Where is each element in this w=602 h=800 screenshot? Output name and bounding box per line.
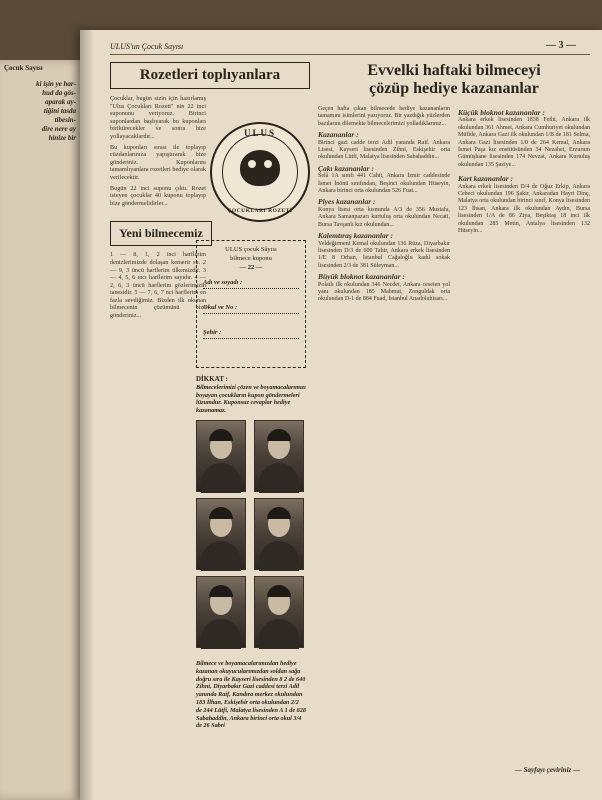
- page-number: — 3 —: [546, 40, 576, 51]
- rozet-headline: Rozetleri toplıyanlara: [110, 62, 310, 89]
- prev-line: hinize bir: [48, 134, 76, 142]
- right-column: [318, 62, 590, 98]
- previous-page: [0, 60, 86, 800]
- ulus-rozet-logo: [210, 122, 310, 222]
- winners-intro: Geçen hafta çıkan bilmecede hediye kazananların tamamını isimlerini yazıyoruz. Bir yazdığık yüzlerden bazılarını dilemekte bilmecelerimizi yolladıklarınız...: [318, 106, 450, 127]
- kazananlar-label: Kazananlar :: [318, 130, 359, 140]
- kalemtiras-label: Kalemtıraş kazananlar :: [318, 231, 394, 241]
- kalemtiras-text: Yeldeğirmeni Kemal okulundan 136 Rüza, Diyarbakır lisesinden D/3 de 600 Tahir, Ankara erkek lisesinden 1/E 8 Orhan, İstanbul Cağaloğlu kadıl sokak lisesinden 2/3 de 381 Süleyman...: [318, 240, 450, 269]
- kazananlar-text: Birinci gazi cadde terzi Adil yanında Raif. Ankara Lisesi, Kayseri lisesinden Zihni, Eskişehir orta okulundan Lütfi, Malatya lisesinden Sabahaddin...: [318, 139, 450, 161]
- winner-photo: [196, 498, 246, 570]
- mascot-icon: [240, 150, 280, 186]
- rozet-intro: Çocuklar, bugün sizin için hazırlamış "Ulus Çocukları Rozeti" nin 22 inci suponunu veriyoruz. Birinci suponlardan başlıyarak bu kuponları biriktirecekler ve sonra bize yollayacaklardır...: [110, 95, 206, 140]
- bilmece-coupon: [196, 240, 306, 368]
- coupon-subtitle: bilmece kuponu: [230, 255, 272, 262]
- rozet-paragraph-3: Bugün 22 inci suponu çıktı. Rozet isteyen çocuklar 40 kuponu toplayıp bize göndermelidirler...: [110, 184, 206, 207]
- prev-line: dire nere ay: [41, 125, 76, 133]
- kart-text: Ankara erkek lisesinden D/4 de Oğuz Erkip, Ankara Cebeci okulundan 196 Şakir, Ankaradan Hayri Dinç, Malatya orta okulundan birinci sınıf, Konya lisesinden 123 İhsan, Ankara ilk okulundan Aydın, Bursa lisesinden 1/A de 86 Ziya, Beşiktaş 18 inci ilk okulundan 285 Metin, Antalya lisesinden 132 Hüseyin...: [458, 183, 590, 235]
- yeni-bilmecemiz-title: Yeni bilmecemiz: [110, 221, 212, 246]
- dikkat-notice: [196, 376, 306, 415]
- winner-photo: [254, 420, 304, 492]
- yeni-bilmecemiz-text: 1 — 8, 1, 2 inci harflerim denizlerimizde dolaşan kemerir su. 2 — 9, 3 üncü harflerim ülkemizdir. 3 — 4, 5, 6 ıncı harflerim sayıdır. 4 — 2, 6, 3 üncü harflerim gözlerimizin tanesidir. 5 — 7, 6, 7 nci harflerim en fazla sevdiğimiz. Bizden ilk okunan bilmecenin çözümünü bize gönderiniz...: [110, 251, 206, 320]
- coupon-title: ULUS çocuk Sâyısı: [225, 246, 277, 253]
- logo-bottom-text: ÇOCUKLARI ROZETİ: [227, 208, 293, 214]
- photo-caption: Bilmece ve boyamacalarımızdan hediye kazanan okuyucularımızdan soldan sağa doğru sıra ile Kayseri lisesinden 8 2 de 640 Zihni, Diyarbakır Gazi caddesi terzi Adil yanında Raif, Kandıra merkez okulundan 183 İlhan, Eskişehir orta okulundan 2/2 de 244 Lütfi, Malatya lisesinden A 1 de 828 Sabahaddin, Ankara birinci orta okul 3/4 de 26 Sabri: [196, 660, 306, 730]
- winners-right-subcolumn: [458, 106, 590, 236]
- kucuk-bloknot-label: Küçük bloknot kazananlar :: [458, 108, 545, 117]
- winners-left-subcolumn: [318, 106, 450, 304]
- prev-line: tiğini tasda: [43, 107, 76, 115]
- prev-line: hud da gös-: [42, 89, 76, 97]
- caki-text: Selâ 1A sınıfı 441 Cahit, Ankara İzmir caddesinde İsmet İnönü sınıfından, Beşinci okulundan Hüseyin, Ankara birinci orta okulundan 526 Fuat...: [318, 173, 450, 195]
- winners-headline-2: çözüp hediye kazananlar: [369, 80, 539, 97]
- running-head: [110, 40, 590, 55]
- prev-line: aparak ay-: [45, 98, 76, 106]
- winner-photo: [254, 576, 304, 648]
- turn-page-note: — Sayfayı çeviriniz —: [514, 766, 580, 774]
- rozet-paragraph-2: Bu kuponları sırası ile toplayıp cüzdanlarınıza yapıştırarak bize gönderiniz. Kuponlarını tamamlıyanlara rozetleri hediye olarak verilecektir.: [110, 143, 206, 181]
- winner-photo: [254, 498, 304, 570]
- kucuk-bloknot-text: Ankara erkek lisesinden 1838 Fethi, Ankara ilk okulundan 361 Ahmet, Ankara Cumhuriyet okulundan Müfide, Ankara Gazi ilk okulundan 1/B de 181 Selma, Ankara Gazi lisesinden 1/0 de 264 Kemal, Ankara İsmet Paşa kız enstitüsünden 34 Nezahet, Erzurum Gümüşhane lisesinden 174 Nevzat, Ankara Kurtuluş okulundan 135 Şaziye...: [458, 117, 590, 168]
- piyes-label: Piyes kazananlar :: [318, 197, 376, 207]
- winner-photo: [196, 420, 246, 492]
- dikkat-text: Bilmecelerimizi çözen ve boyamacalarımızı boyayan çocukların kupon göndermeleri lüzumdur. Kuponsuz cevaplar hediye kazanamaz.: [196, 383, 306, 415]
- winner-photo: [196, 576, 246, 648]
- logo-top-text: ULUS: [243, 128, 276, 138]
- winner-photos: [196, 420, 306, 652]
- winners-headline-1: Evvelki haftaki bilmeceyi: [367, 62, 541, 79]
- buyuk-bloknot-label: Büyük bloknot kazananlar :: [318, 272, 405, 282]
- dikkat-title: DİKKAT :: [196, 375, 228, 383]
- kart-label: Kart kazananlar :: [458, 174, 514, 184]
- buyuk-bloknot-text: Polatlı ilk okulundan 346 Necdet, Ankara ceseten yol yanı okulundan 185 Mahmut, Zonguldak orta okulundan D-1 de 884 Fuad, İstanbul Anadoluhisarı...: [318, 281, 450, 303]
- caki-label: Çakı kazananlar :: [318, 163, 374, 173]
- running-head-title: ULUS'un Çocuk Sayısı: [110, 42, 184, 51]
- coupon-city-field: Şehir :: [203, 328, 299, 339]
- prev-page-header: Çocuk Sayısı: [4, 64, 43, 72]
- coupon-school-field: Okul ve No :: [203, 303, 299, 314]
- coupon-number: — 22 —: [239, 264, 263, 271]
- piyes-text: Konya lisesi orta kısmında A/3 de 356 Mustafa, Ankara Samanpazarı kurtuluş orta okulundan Necati, Bursa Tavşanlı kız okulundan...: [318, 206, 450, 228]
- spine-shadow: [80, 30, 94, 800]
- coupon-name-field: Adı ve soyadı :: [203, 278, 299, 289]
- prev-line: ki işin ye har-: [36, 80, 76, 88]
- prev-page-text: [6, 80, 76, 143]
- newspaper-page: [80, 30, 602, 800]
- prev-line: tibesin-: [54, 116, 76, 124]
